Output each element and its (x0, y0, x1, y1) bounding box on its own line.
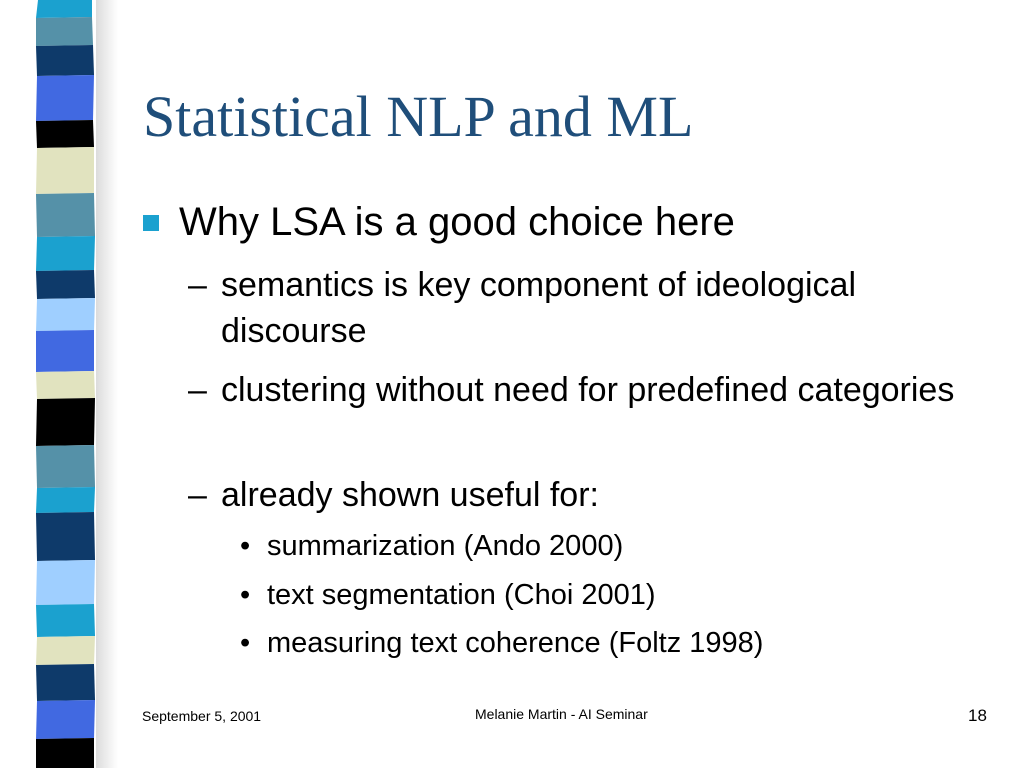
slide-title: Statistical NLP and ML (143, 84, 694, 149)
stripe-pattern (30, 0, 102, 768)
dash-marker: – (188, 371, 207, 409)
slide-number: 18 (968, 706, 987, 725)
sub-bullet-label: semantics is key component of ideological discourse (221, 266, 856, 350)
stripe-shadow (96, 0, 118, 768)
dot-marker: • (240, 579, 251, 611)
dash-marker: – (188, 476, 207, 514)
dot-marker: • (240, 530, 251, 562)
decorative-stripe-bar (30, 0, 102, 768)
footer-date: September 5, 2001 (142, 708, 262, 724)
sub-sub-bullet-label: text segmentation (Choi 2001) (267, 579, 656, 611)
footer-presenter: Melanie Martin - AI Seminar (475, 706, 648, 722)
sub-bullet-label: already shown useful for: (221, 476, 599, 514)
dot-marker: • (240, 627, 251, 659)
sub-sub-bullet-label: measuring text coherence (Foltz 1998) (267, 627, 764, 659)
sub-sub-bullet-label: summarization (Ando 2000) (267, 530, 624, 562)
bullet-label: Why LSA is a good choice here (179, 200, 735, 244)
dash-marker: – (188, 266, 207, 304)
square-bullet-icon (143, 215, 159, 231)
sub-bullet-label: clustering without need for predefined categories (221, 371, 955, 409)
